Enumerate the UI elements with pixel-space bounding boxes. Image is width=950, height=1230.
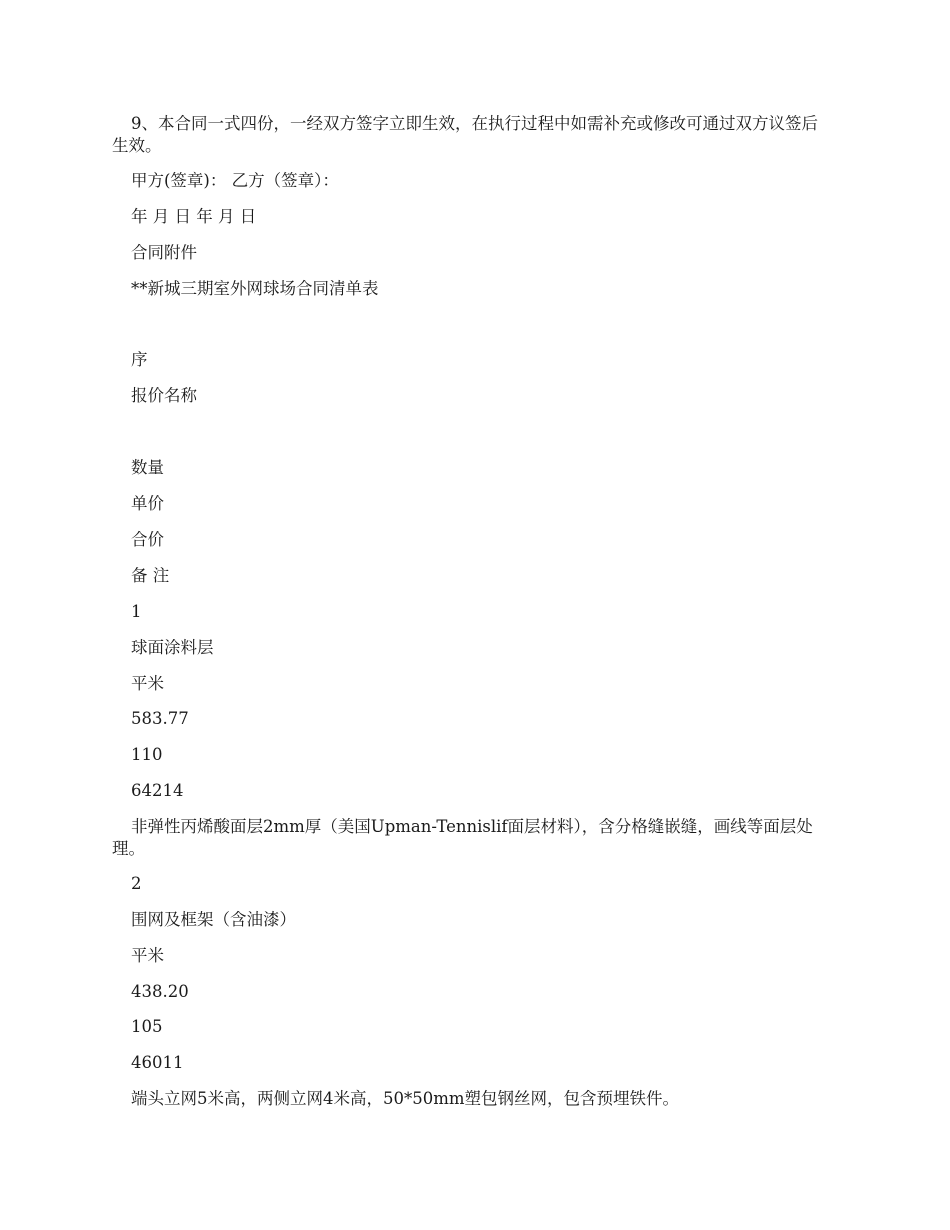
row1-seq: 1 bbox=[131, 602, 142, 621]
header-unit-price: 单价 bbox=[131, 494, 164, 513]
row2-unit: 平米 bbox=[131, 946, 164, 965]
row2-remarks: 端头立网5米高，两侧立网4米高，50*50mm塑包钢丝网，包含预埋铁件。 bbox=[131, 1089, 680, 1108]
row1-quantity: 583.77 bbox=[131, 709, 189, 728]
attachment-heading: 合同附件 bbox=[131, 243, 197, 262]
header-quantity: 数量 bbox=[131, 458, 164, 477]
header-seq: 序 bbox=[131, 350, 148, 369]
row2-total: 46011 bbox=[131, 1053, 184, 1072]
date-line: 年 月 日 年 月 日 bbox=[131, 207, 257, 226]
row2-quantity: 438.20 bbox=[131, 982, 189, 1001]
row2-name: 围网及框架（含油漆） bbox=[131, 910, 296, 929]
row1-unit-price: 110 bbox=[131, 745, 163, 764]
header-total-price: 合价 bbox=[131, 530, 164, 549]
row2-unit-price: 105 bbox=[131, 1017, 163, 1036]
attachment-title: **新城三期室外网球场合同清单表 bbox=[131, 279, 379, 298]
header-item-name: 报价名称 bbox=[131, 386, 197, 405]
header-remarks: 备 注 bbox=[131, 566, 170, 585]
row1-unit: 平米 bbox=[131, 674, 164, 693]
row2-seq: 2 bbox=[131, 874, 142, 893]
contract-clause-9: 9、本合同一式四份，一经双方签字立即生效，在执行过程中如需补充或修改可通过双方议签后生效。 bbox=[112, 114, 818, 155]
row1-remarks: 非弹性丙烯酸面层2mm厚（美国Upman-Tennislif面层材料），含分格缝嵌缝，画线等面层处理。 bbox=[112, 817, 813, 858]
row1-total: 64214 bbox=[131, 781, 184, 800]
signature-line: 甲方(签章)： 乙方（签章）： bbox=[131, 171, 339, 190]
row1-name: 球面涂料层 bbox=[131, 638, 214, 657]
